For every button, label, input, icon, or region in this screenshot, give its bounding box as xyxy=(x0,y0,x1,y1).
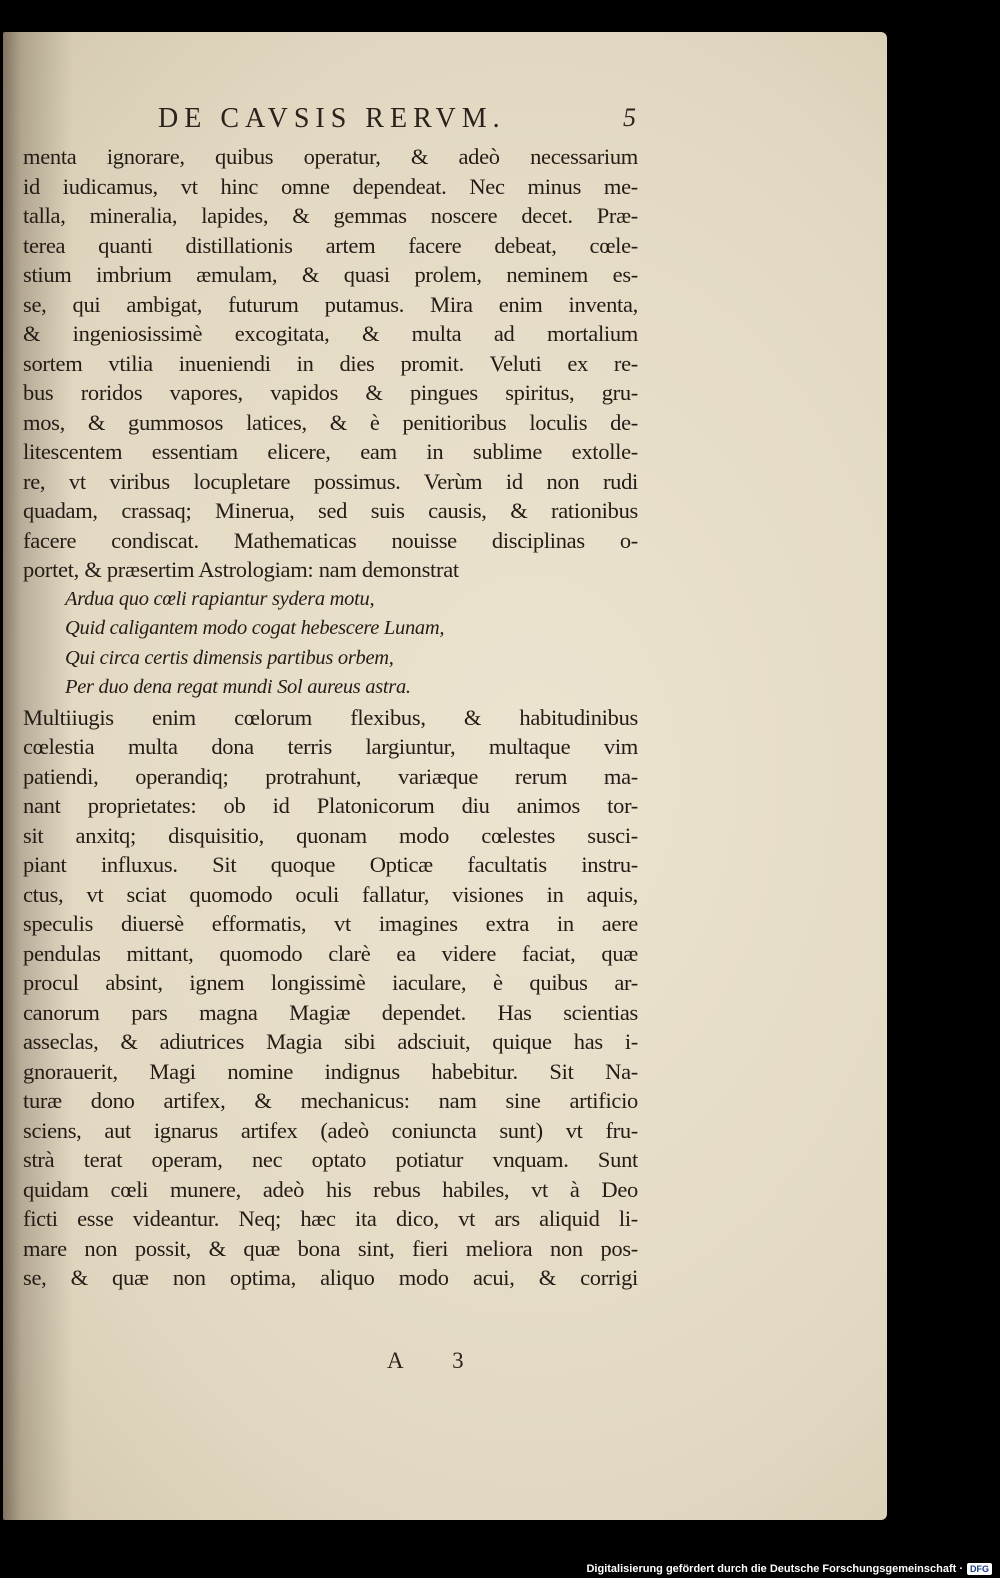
text-line: se, qui ambigat, futurum putamus. Mira enim inventa, xyxy=(23,291,638,317)
text-line: mos, & gummosos latices, & è penitioribus loculis de- xyxy=(23,409,638,435)
text-line: turæ dono artifex, & mechanicus: nam sine artificio xyxy=(23,1088,638,1113)
page-number: 5 xyxy=(623,103,636,132)
text-line: ficti esse videantur. Neq; hæc ita dico, vt ars aliquid li- xyxy=(23,1206,638,1231)
text-line: bus roridos vapores, vapidos & pingues spiritus, gru- xyxy=(23,380,638,405)
text-line: quadam, crassaq; Minerua, sed suis causis, & rationibus xyxy=(23,498,638,523)
text-line: re, vt viribus locupletare possimus. Verùm id non rudi xyxy=(23,468,638,494)
running-title: DE CAVSIS RERVM. xyxy=(158,103,506,134)
text-line: sciens, aut ignarus artifex (adeò coniuncta sunt) vt fru- xyxy=(23,1117,638,1143)
text-line: piant influxus. Sit quoque Opticæ facultatis instru- xyxy=(23,852,638,877)
verse-line: Per duo dena regat mundi Sol aureus astra. xyxy=(65,676,411,698)
text-line: terea quanti distillationis artem facere debeat, cœle- xyxy=(23,232,638,258)
text-line: speculis diuersè efformatis, vt imagines extra in aere xyxy=(23,911,638,936)
verse-line: Ardua quo cœli rapiantur sydera motu, xyxy=(65,587,375,610)
signature-mark: A 3 xyxy=(387,1348,486,1373)
verse-line: Qui circa certis dimensis partibus orbem, xyxy=(65,646,394,669)
dfg-logo: DFG xyxy=(967,1563,992,1575)
text-line: litescentem essentiam elicere, eam in sublime extolle- xyxy=(23,439,638,464)
text-line: cœlestia multa dona terris largiuntur, multaque vim xyxy=(23,734,638,759)
text-line: patiendi, operandiq; protrahunt, variæque rerum ma- xyxy=(23,763,638,789)
text-line: stium imbrium æmulam, & quasi prolem, neminem es- xyxy=(23,262,638,287)
credit-text: Digitalisierung gefördert durch die Deutsche Forschungsgemeinschaft · xyxy=(586,1563,963,1575)
text-line: canorum pars magna Magiæ dependet. Has scientias xyxy=(23,999,638,1025)
verse-line: Quid caligantem modo cogat hebescere Lunam, xyxy=(65,617,445,639)
text-line: sit anxitq; disquisitio, quonam modo cœlestes susci- xyxy=(23,822,638,848)
text-line: strà terat operam, nec optato potiatur vnquam. Sunt xyxy=(23,1147,638,1172)
text-line: procul absint, ignem longissimè iaculare, è quibus ar- xyxy=(23,970,638,995)
text-line: id iudicamus, vt hinc omne dependeat. Nec minus me- xyxy=(23,173,638,199)
book-page xyxy=(3,32,887,1520)
text-line: sortem vtilia inueniendi in dies promit. Veluti ex re- xyxy=(23,350,638,376)
text-line: quidam cœli munere, adeò his rebus habiles, vt à Deo xyxy=(23,1176,638,1202)
text-line: facere condiscat. Mathematicas nouisse disciplinas o- xyxy=(23,527,638,553)
text-line: gnorauerit, Magi nomine indignus habebitur. Sit Na- xyxy=(23,1058,638,1084)
text-line: menta ignorare, quibus operatur, & adeò necessarium xyxy=(23,144,638,169)
text-line: & ingeniosissimè excogitata, & multa ad mortalium xyxy=(23,321,638,346)
text-line: pendulas mittant, quomodo clarè ea videre faciat, quæ xyxy=(23,940,638,966)
page-body xyxy=(23,142,638,1293)
text-line: ctus, vt sciat quomodo oculi fallatur, visiones in aquis, xyxy=(23,881,638,907)
text-line: asseclas, & adiutrices Magia sibi adsciuit, quique has i- xyxy=(23,1029,638,1054)
text-line: portet, & præsertim Astrologiam: nam demonstrat xyxy=(23,557,459,582)
text-line: nant proprietates: ob id Platonicorum diu animos tor- xyxy=(23,793,638,818)
text-line: se, & quæ non optima, aliquo modo acui, & corrigi xyxy=(23,1265,638,1290)
text-line: talla, mineralia, lapides, & gemmas noscere decet. Præ- xyxy=(23,203,638,228)
text-line: mare non possit, & quæ bona sint, fieri meliora non pos- xyxy=(23,1235,638,1261)
funding-credit xyxy=(586,1563,992,1575)
text-line: Multiiugis enim cœlorum flexibus, & habitudinibus xyxy=(23,704,638,730)
